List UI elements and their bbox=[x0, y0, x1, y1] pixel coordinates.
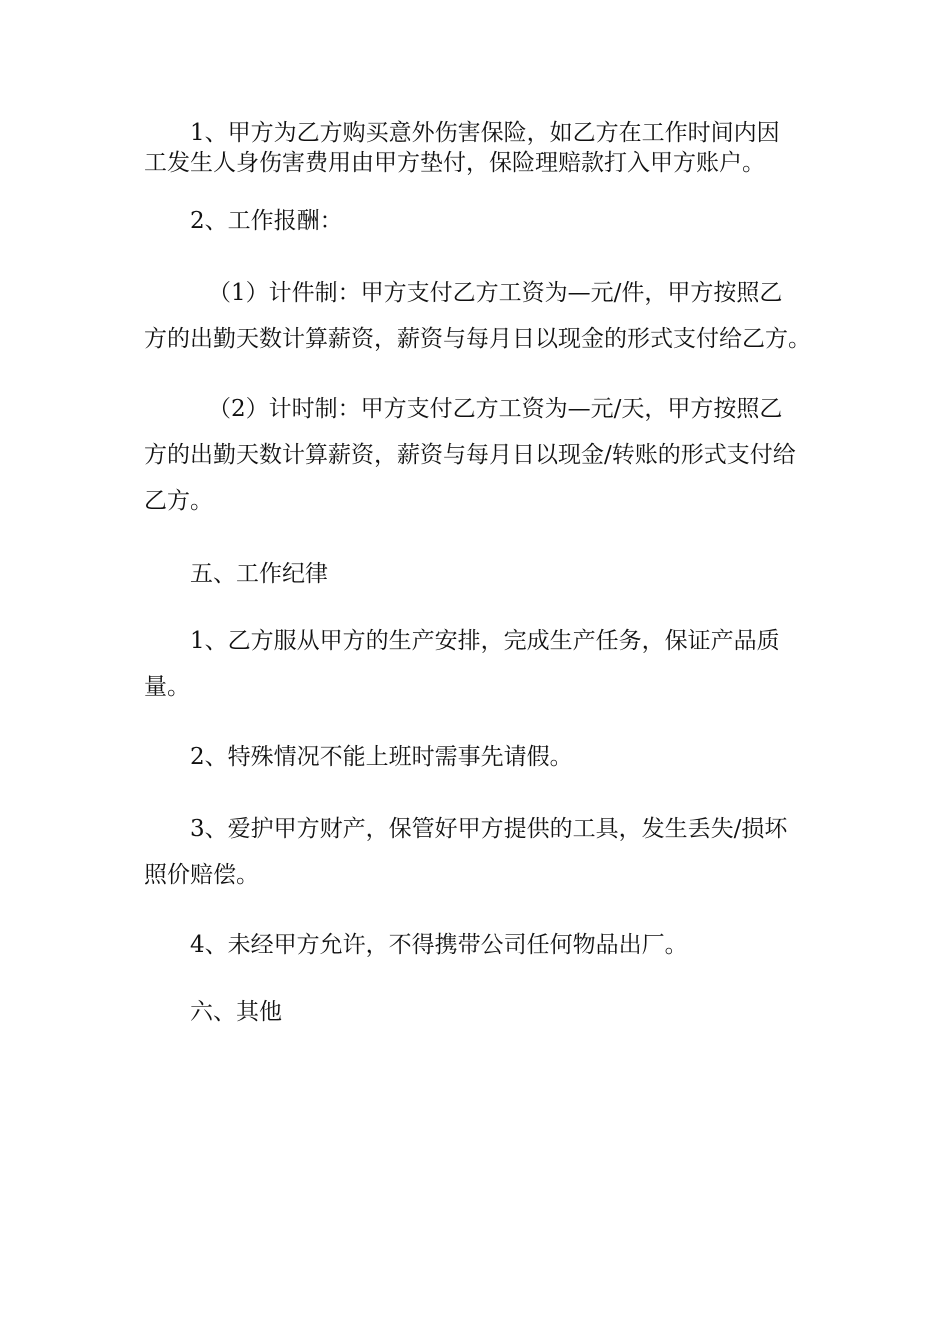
paragraph-line: 1、乙方服从甲方的生产安排，完成生产任务，保证产品质 bbox=[190, 628, 780, 654]
paragraph-line: 4、未经甲方允许，不得携带公司任何物品出厂。 bbox=[190, 932, 688, 958]
paragraph-hourly bbox=[144, 386, 814, 524]
section-heading: 五、工作纪律 bbox=[190, 561, 328, 587]
paragraph-line: 2、特殊情况不能上班时需事先请假。 bbox=[190, 744, 573, 770]
paragraph-line: 乙方。 bbox=[144, 488, 213, 514]
paragraph-obey-arrangement bbox=[144, 618, 814, 710]
paragraph-line: （2）计时制：甲方支付乙方工资为—元/天，甲方按照乙 bbox=[208, 396, 783, 422]
paragraph-line: 工发生人身伤害费用由甲方垫付，保险理赔款打入甲方账户。 bbox=[144, 150, 765, 176]
paragraph-line: 量。 bbox=[144, 674, 190, 700]
paragraph-line: 2、工作报酬： bbox=[190, 208, 343, 234]
paragraph-leave bbox=[144, 734, 814, 780]
paragraph-line: 1、甲方为乙方购买意外伤害保险，如乙方在工作时间内因 bbox=[190, 120, 780, 146]
paragraph-insurance bbox=[144, 118, 814, 178]
paragraph-line: 3、爱护甲方财产，保管好甲方提供的工具，发生丢失/损坏 bbox=[190, 816, 788, 842]
paragraph-piecework bbox=[144, 270, 814, 362]
paragraph-line: 方的出勤天数计算薪资，薪资与每月日以现金的形式支付给乙方。 bbox=[144, 326, 811, 352]
paragraph-remuneration-heading bbox=[144, 198, 814, 244]
paragraph-line: 方的出勤天数计算薪资，薪资与每月日以现金/转账的形式支付给 bbox=[144, 442, 796, 468]
paragraph-line: （1）计件制：甲方支付乙方工资为—元/件，甲方按照乙 bbox=[208, 280, 783, 306]
section-heading-other bbox=[144, 989, 814, 1035]
section-heading: 六、其他 bbox=[190, 999, 282, 1025]
section-heading-discipline bbox=[144, 551, 814, 597]
paragraph-line: 照价赔偿。 bbox=[144, 862, 259, 888]
paragraph-no-removal bbox=[144, 922, 814, 968]
paragraph-property bbox=[144, 806, 814, 898]
